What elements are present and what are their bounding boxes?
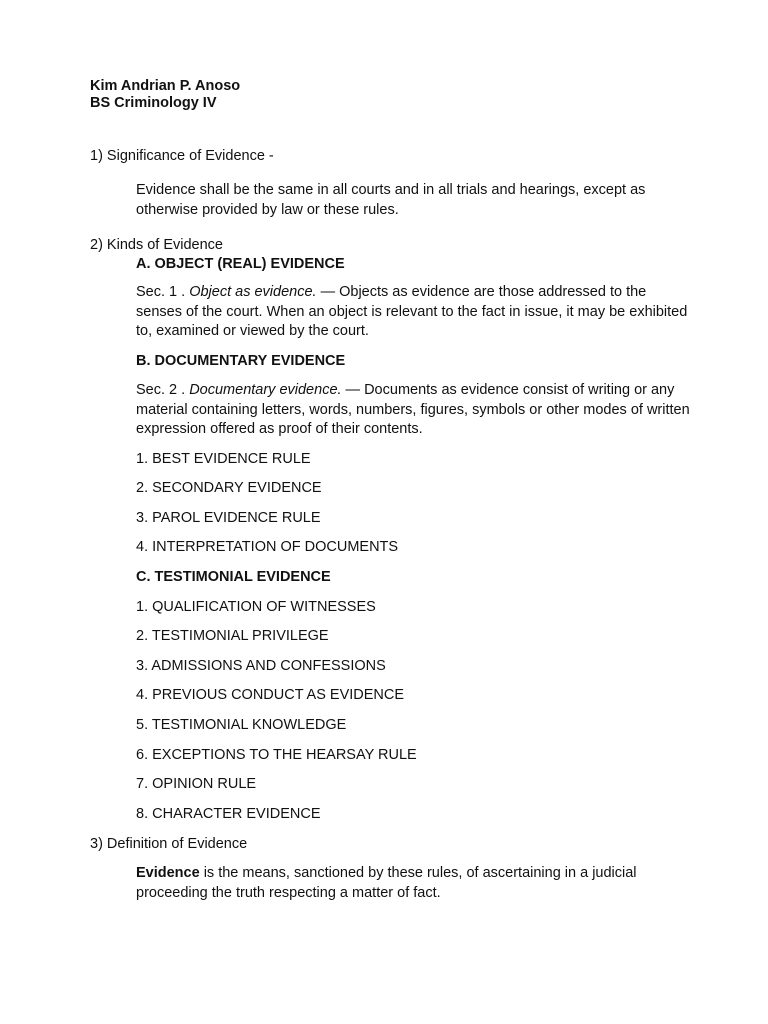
subsection-b-title: B. DOCUMENTARY EVIDENCE: [136, 353, 346, 369]
list-item: 3. ADMISSIONS AND CONFESSIONS: [136, 658, 386, 674]
subsection-c-title: C. TESTIMONIAL EVIDENCE: [136, 569, 331, 585]
sec-2-text: — Documents as evidence consist of writing or any material containing letters, words, numbers, figures, symbols or other modes of written expression offered as proof of their contents.: [136, 382, 690, 438]
sec-1-text: — Objects as evidence are those addressed to the senses of the court. When an object is relevant to the fact in issue, it may be exhibited to, examined or viewed by the court.: [136, 284, 688, 340]
list-item: 4. PREVIOUS CONDUCT AS EVIDENCE: [136, 687, 405, 703]
list-item: 4. INTERPRETATION OF DOCUMENTS: [136, 539, 399, 555]
subsection-a-title: A. OBJECT (REAL) EVIDENCE: [136, 256, 345, 272]
list-item: 7. OPINION RULE: [136, 776, 257, 792]
section-1-body: Evidence shall be the same in all courts and in all trials and hearings, except as otherwise provided by law or these rules.: [136, 182, 646, 218]
section-a-paragraph: [136, 283, 696, 342]
section-3-heading: 3) Definition of Evidence: [90, 836, 248, 852]
section-1-heading: 1) Significance of Evidence -: [90, 148, 274, 164]
sec-2-prefix: Sec. 2 .: [136, 382, 190, 398]
sec-1-title: Object as evidence.: [189, 284, 317, 300]
list-item: 8. CHARACTER EVIDENCE: [136, 806, 321, 822]
author-name: Kim Andrian P. Anoso: [90, 78, 241, 94]
evidence-term: Evidence: [136, 865, 200, 881]
list-item: 1. QUALIFICATION OF WITNESSES: [136, 599, 376, 615]
list-item: 6. EXCEPTIONS TO THE HEARSAY RULE: [136, 747, 417, 763]
list-item: 5. TESTIMONIAL KNOWLEDGE: [136, 717, 347, 733]
list-item: 2. SECONDARY EVIDENCE: [136, 480, 322, 496]
section-3-paragraph: [136, 864, 696, 903]
section-2-heading: 2) Kinds of Evidence: [90, 237, 223, 253]
section-b-paragraph: [136, 381, 696, 440]
sec-1-prefix: Sec. 1 .: [136, 284, 190, 300]
definition-text: is the means, sanctioned by these rules, of ascertaining in a judicial proceeding the truth respecting a matter of fact.: [136, 865, 637, 901]
sec-2-title: Documentary evidence.: [189, 382, 342, 398]
list-item: 2. TESTIMONIAL PRIVILEGE: [136, 628, 329, 644]
list-item: 1. BEST EVIDENCE RULE: [136, 451, 311, 467]
list-item: 3. PAROL EVIDENCE RULE: [136, 510, 321, 526]
course-name: BS Criminology IV: [90, 95, 217, 111]
